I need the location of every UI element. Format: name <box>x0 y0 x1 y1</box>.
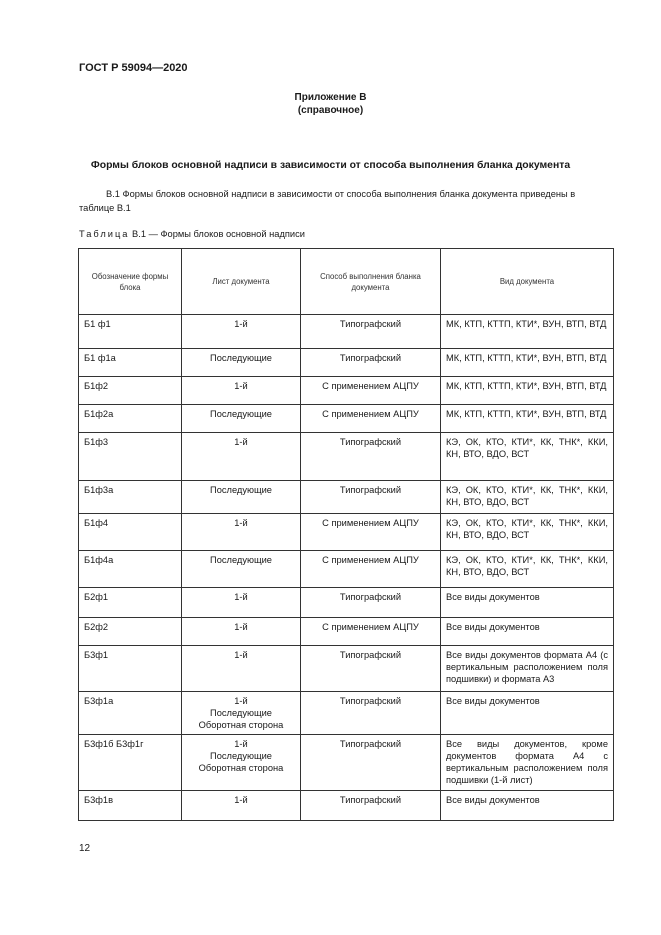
method-cell: Типографский <box>301 588 441 618</box>
table-row <box>79 481 614 514</box>
table-row <box>79 646 614 692</box>
form-code-cell: Б1ф2а <box>79 405 182 433</box>
table-row <box>79 514 614 551</box>
form-code-cell: Б1 ф1а <box>79 349 182 377</box>
table-caption <box>79 229 305 239</box>
doc-type-cell: КЭ, ОК, КТО, КТИ*, КК, ТНК*, ККИ, КН, ВТО, ВДО, ВСТ <box>441 481 614 514</box>
method-cell: Типографский <box>301 646 441 692</box>
table-row <box>79 377 614 405</box>
method-cell: С применением АЦПУ <box>301 618 441 646</box>
sheet-cell: 1-й <box>182 514 301 551</box>
column-header: Обозначение формы блока <box>79 249 182 315</box>
table-row <box>79 349 614 377</box>
table-row <box>79 735 614 791</box>
table-row <box>79 588 614 618</box>
table-row <box>79 618 614 646</box>
table-caption-label: Таблица <box>79 229 130 239</box>
doc-type-cell: КЭ, ОК, КТО, КТИ*, КК, ТНК*, ККИ, КН, ВТО, ВДО, ВСТ <box>441 551 614 588</box>
form-code-cell: Б1ф4а <box>79 551 182 588</box>
sheet-cell: 1-й <box>182 377 301 405</box>
column-header: Способ выполнения бланка документа <box>301 249 441 315</box>
appendix-subtitle: (справочное) <box>297 105 364 116</box>
sheet-cell: Последующие <box>182 349 301 377</box>
method-cell: Типографский <box>301 349 441 377</box>
page-number: 12 <box>79 843 91 854</box>
form-code-cell: Б3ф1 <box>79 646 182 692</box>
doc-type-cell: Все виды документов <box>441 692 614 735</box>
table-header-row <box>79 249 614 315</box>
method-cell: С применением АЦПУ <box>301 405 441 433</box>
method-cell: Типографский <box>301 692 441 735</box>
doc-type-cell: КЭ, ОК, КТО, КТИ*, КК, ТНК*, ККИ, КН, ВТО, ВДО, ВСТ <box>441 514 614 551</box>
form-code-cell: Б1ф3 <box>79 433 182 481</box>
sheet-cell: 1-й <box>182 646 301 692</box>
table-row <box>79 692 614 735</box>
column-header: Вид документа <box>441 249 614 315</box>
column-header: Лист документа <box>182 249 301 315</box>
doc-type-cell: Все виды документов <box>441 791 614 821</box>
sheet-cell: Последующие <box>182 405 301 433</box>
method-cell: Типографский <box>301 735 441 791</box>
table-row <box>79 791 614 821</box>
table-row <box>79 405 614 433</box>
sheet-cell: 1-й <box>182 791 301 821</box>
doc-type-cell: Все виды документов формата А4 (с вертикальным расположением поля подшивки) и формата А3 <box>441 646 614 692</box>
method-cell: Типографский <box>301 481 441 514</box>
table-row <box>79 433 614 481</box>
sheet-cell: 1-й <box>182 588 301 618</box>
doc-type-cell: Все виды документов <box>441 588 614 618</box>
sheet-cell: 1-й Последующие Оборотная сторона <box>182 735 301 791</box>
form-code-cell: Б3ф1в <box>79 791 182 821</box>
form-code-cell: Б2ф2 <box>79 618 182 646</box>
appendix-title: Приложение В <box>294 92 367 103</box>
sheet-cell: 1-й <box>182 315 301 349</box>
sheet-cell: Последующие <box>182 481 301 514</box>
body-paragraph: В.1 Формы блоков основной надписи в зависимости от способа выполнения бланка документа приведены в таблице В.1 <box>79 189 576 213</box>
form-code-cell: Б1 ф1 <box>79 315 182 349</box>
table-row <box>79 315 614 349</box>
doc-type-cell: МК, КТП, КТТП, КТИ*, ВУН, ВТП, ВТД <box>441 377 614 405</box>
form-code-cell: Б3ф1а <box>79 692 182 735</box>
form-code-cell: Б1ф2 <box>79 377 182 405</box>
form-code-cell: Б1ф3а <box>79 481 182 514</box>
method-cell: С применением АЦПУ <box>301 551 441 588</box>
method-cell: Типографский <box>301 315 441 349</box>
sheet-cell: 1-й <box>182 618 301 646</box>
method-cell: Типографский <box>301 433 441 481</box>
table-row <box>79 551 614 588</box>
sheet-cell: 1-й Последующие Оборотная сторона <box>182 692 301 735</box>
method-cell: Типографский <box>301 791 441 821</box>
forms-table <box>78 248 614 821</box>
form-code-cell: Б2ф1 <box>79 588 182 618</box>
form-code-cell: Б1ф4 <box>79 514 182 551</box>
doc-type-cell: МК, КТП, КТТП, КТИ*, ВУН, ВТП, ВТД <box>441 315 614 349</box>
method-cell: С применением АЦПУ <box>301 514 441 551</box>
doc-type-cell: МК, КТП, КТТП, КТИ*, ВУН, ВТП, ВТД <box>441 405 614 433</box>
doc-type-cell: Все виды документов, кроме документов формата А4 с вертикальным расположением поля подшивки (1-й лист) <box>441 735 614 791</box>
appendix-heading <box>0 91 661 117</box>
form-code-cell: Б3ф1б Б3ф1г <box>79 735 182 791</box>
doc-type-cell: Все виды документов <box>441 618 614 646</box>
sheet-cell: 1-й <box>182 433 301 481</box>
table-caption-text: В.1 — Формы блоков основной надписи <box>129 229 305 239</box>
sheet-cell: Последующие <box>182 551 301 588</box>
doc-type-cell: МК, КТП, КТТП, КТИ*, ВУН, ВТП, ВТД <box>441 349 614 377</box>
method-cell: С применением АЦПУ <box>301 377 441 405</box>
section-title: Формы блоков основной надписи в зависимости от способа выполнения бланка документа <box>90 160 571 171</box>
document-header: ГОСТ Р 59094—2020 <box>79 62 188 74</box>
doc-type-cell: КЭ, ОК, КТО, КТИ*, КК, ТНК*, ККИ, КН, ВТО, ВДО, ВСТ <box>441 433 614 481</box>
